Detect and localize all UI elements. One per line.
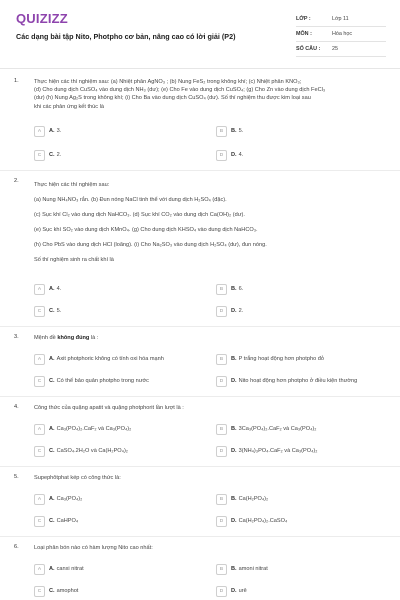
meta-value: 25 <box>332 46 338 52</box>
option-badge: B <box>216 354 227 365</box>
option-label: D. <box>231 308 237 314</box>
option-badge: D <box>216 150 227 161</box>
option-badge: C <box>34 516 45 527</box>
option-b[interactable] <box>216 562 386 576</box>
question-number: 4. <box>14 404 19 410</box>
meta-value: Hóa học <box>332 31 353 37</box>
option-text: 4. <box>238 152 244 158</box>
option-label: A. <box>49 286 55 292</box>
question-divider <box>0 466 400 467</box>
question-suffix: là : <box>89 335 99 341</box>
option-badge: B <box>216 564 227 575</box>
question-line: (d) Cho dung dịch CuSO₄ vào dung dịch NH₃ (dư); (e) Cho Fe vào dung dịch CuSO₄; (g) Cho Zn vào dung dịch FeCl₃ <box>34 87 326 94</box>
meta-label: LỚP : <box>296 16 311 22</box>
question-line: (h) Cho PbS vào dung dịch HCl (loãng). (i) Cho Na₂SO₃ vào dung dịch H₂SO₄ (dư), đun nóng. <box>34 242 267 248</box>
option-d[interactable] <box>216 584 386 598</box>
option-text: 2. <box>56 152 62 158</box>
option-label: B. <box>231 426 237 432</box>
option-badge: C <box>34 586 45 597</box>
option-badge: B <box>216 494 227 505</box>
option-text: 3(NH₄)₃PO₄.CaF₂ và Ca₃(PO₄)₂ <box>238 448 318 454</box>
option-c[interactable] <box>34 584 204 598</box>
quizizz-logo: QUIZIZZ <box>16 11 68 26</box>
option-text: P trắng hoạt động hơn photpho đỏ <box>238 356 324 362</box>
option-text: 4. <box>56 286 62 292</box>
question-text <box>34 544 386 552</box>
option-label: C. <box>49 378 55 384</box>
option-badge: D <box>216 586 227 597</box>
option-c[interactable] <box>34 148 204 162</box>
question-text <box>34 334 386 342</box>
meta-row-count <box>296 42 386 57</box>
option-b[interactable] <box>216 282 386 296</box>
question-line: Thực hiện các thí nghiệm sau: (a) Nhiệt phân AgNO₃ ; (b) Nung FeS₂ trong không khí; (c) Nhiệt phân KNO₃; <box>34 79 302 85</box>
meta-table <box>296 12 386 57</box>
option-c[interactable] <box>34 444 204 458</box>
option-badge: A <box>34 354 45 365</box>
option-badge: A <box>34 284 45 295</box>
meta-row-subject <box>296 27 386 42</box>
option-badge: D <box>216 306 227 317</box>
option-text: amophot <box>56 588 79 594</box>
option-text: 2. <box>238 308 244 314</box>
option-badge: B <box>216 126 227 137</box>
option-a[interactable] <box>34 562 204 576</box>
option-b[interactable] <box>216 492 386 506</box>
option-label: B. <box>231 286 237 292</box>
option-c[interactable] <box>34 514 204 528</box>
option-badge: C <box>34 306 45 317</box>
option-label: D. <box>231 518 237 524</box>
option-label: B. <box>231 356 237 362</box>
option-label: A. <box>49 426 55 432</box>
question-number: 3. <box>14 334 19 340</box>
option-text: CaHPO₄ <box>56 518 79 524</box>
option-label: C. <box>49 152 55 158</box>
option-badge: D <box>216 516 227 527</box>
option-badge: A <box>34 564 45 575</box>
question-line: Thực hiện các thí nghiệm sau: <box>34 182 110 188</box>
question-number: 6. <box>14 544 19 550</box>
option-badge: C <box>34 150 45 161</box>
page-title: Các dạng bài tập Nito, Photpho cơ bản, nâng cao có lời giải (P2) <box>16 32 236 41</box>
option-d[interactable] <box>216 148 386 162</box>
option-text: 3. <box>56 128 62 134</box>
option-label: C. <box>49 308 55 314</box>
question-emphasis: không đúng <box>57 335 90 341</box>
question-line: (dư) (h) Nung Ag₂S trong không khí; (i) Cho Ba vào dung dịch CuSO₄ (dư). Số thí nghiệm thu được kim loại sau <box>34 95 311 102</box>
option-text: 6. <box>238 286 244 292</box>
option-c[interactable] <box>34 374 204 388</box>
option-text: Ca(H₂PO₄)₂.CaSO₄ <box>238 518 288 524</box>
option-text: urê <box>238 588 247 594</box>
question-number: 2. <box>14 178 19 184</box>
option-text: Có thể bảo quản photpho trong nước <box>56 378 149 384</box>
question-divider <box>0 326 400 327</box>
option-label: C. <box>49 448 55 454</box>
question-line: (a) Nung NH₄NO₃ rắn. (b) Đun nóng NaCl tinh thể với dung dịch H₂SO₄ (đặc). <box>34 197 227 203</box>
option-badge: C <box>34 446 45 457</box>
question-prefix: Mệnh đề <box>34 335 58 341</box>
option-text: amoni nitrat <box>238 566 268 572</box>
option-d[interactable] <box>216 514 386 528</box>
option-label: A. <box>49 128 55 134</box>
option-text: CaSO₄.2H₂O và Ca(H₂PO₄)₂ <box>56 448 128 454</box>
option-a[interactable] <box>34 352 204 366</box>
option-label: C. <box>49 518 55 524</box>
option-b[interactable] <box>216 352 386 366</box>
option-badge: C <box>34 376 45 387</box>
option-badge: A <box>34 424 45 435</box>
question-divider <box>0 396 400 397</box>
question-number: 1. <box>14 78 19 84</box>
option-label: A. <box>49 566 55 572</box>
question-divider <box>0 170 400 171</box>
option-label: D. <box>231 152 237 158</box>
meta-value: Lớp 11 <box>332 16 349 22</box>
meta-label: SỐ CÂU : <box>296 46 321 52</box>
option-label: D. <box>231 378 237 384</box>
option-d[interactable] <box>216 304 386 318</box>
question-text <box>34 474 386 482</box>
question-number: 5. <box>14 474 19 480</box>
option-text: 3Ca₃(PO₄)₂.CaF₂ và Ca₃(PO₄)₂ <box>238 426 317 432</box>
question-line: Công thức của quặng apatit và quặng photphorit lần lượt là : <box>34 405 184 411</box>
option-b[interactable] <box>216 124 386 138</box>
option-label: C. <box>49 588 55 594</box>
meta-row-class <box>296 12 386 27</box>
question-text <box>34 78 386 111</box>
option-text: Axit photphoric không có tính oxi hóa mạnh <box>56 356 164 362</box>
option-label: B. <box>231 496 237 502</box>
option-badge: A <box>34 494 45 505</box>
option-c[interactable] <box>34 304 204 318</box>
option-d[interactable] <box>216 444 386 458</box>
option-text: Nito hoạt động hơn photpho ở điều kiện thường <box>238 378 358 384</box>
option-text: 5. <box>56 308 62 314</box>
option-text: canxi nitrat <box>56 566 84 572</box>
option-badge: B <box>216 424 227 435</box>
question-line: Supephôtphat kép có công thức là: <box>34 475 121 481</box>
question-line: (e) Sục khí SO₂ vào dung dịch KMnO₄. (g) Cho dung dịch KHSO₄ vào dung dịch NaHCO₃. <box>34 227 258 233</box>
header-divider <box>0 68 400 69</box>
question-line: Số thí nghiệm sinh ra chất khí là <box>34 257 114 263</box>
option-text: Ca(H₂PO₄)₂ <box>238 496 269 502</box>
option-a[interactable] <box>34 422 204 436</box>
option-d[interactable] <box>216 374 386 388</box>
option-badge: B <box>216 284 227 295</box>
option-text: Ca₃(PO₄)₂ <box>56 496 83 502</box>
option-text: Ca₃(PO₄)₂.CaF₂ và Ca₃(PO₄)₂ <box>56 426 132 432</box>
option-label: A. <box>49 356 55 362</box>
question-line: (c) Sục khí Cl₂ vào dung dịch NaHCO₃. (d) Sục khí CO₂ vào dung dịch Ca(OH)₂ (dư). <box>34 212 245 218</box>
question-text <box>34 178 386 268</box>
option-label: D. <box>231 448 237 454</box>
option-label: B. <box>231 128 237 134</box>
question-text <box>34 404 386 412</box>
question-line: khi các phản ứng kết thúc là <box>34 103 104 110</box>
question-line: Loại phân bón nào có hàm lượng Nito cao nhất: <box>34 545 153 551</box>
option-text: 5. <box>238 128 244 134</box>
header <box>0 0 400 66</box>
option-a[interactable] <box>34 282 204 296</box>
option-badge: D <box>216 446 227 457</box>
question-divider <box>0 536 400 537</box>
option-b[interactable] <box>216 422 386 436</box>
option-badge: D <box>216 376 227 387</box>
option-label: B. <box>231 566 237 572</box>
option-label: D. <box>231 588 237 594</box>
option-a[interactable] <box>34 124 204 138</box>
option-label: A. <box>49 496 55 502</box>
option-a[interactable] <box>34 492 204 506</box>
meta-label: MÔN : <box>296 31 312 37</box>
option-badge: A <box>34 126 45 137</box>
